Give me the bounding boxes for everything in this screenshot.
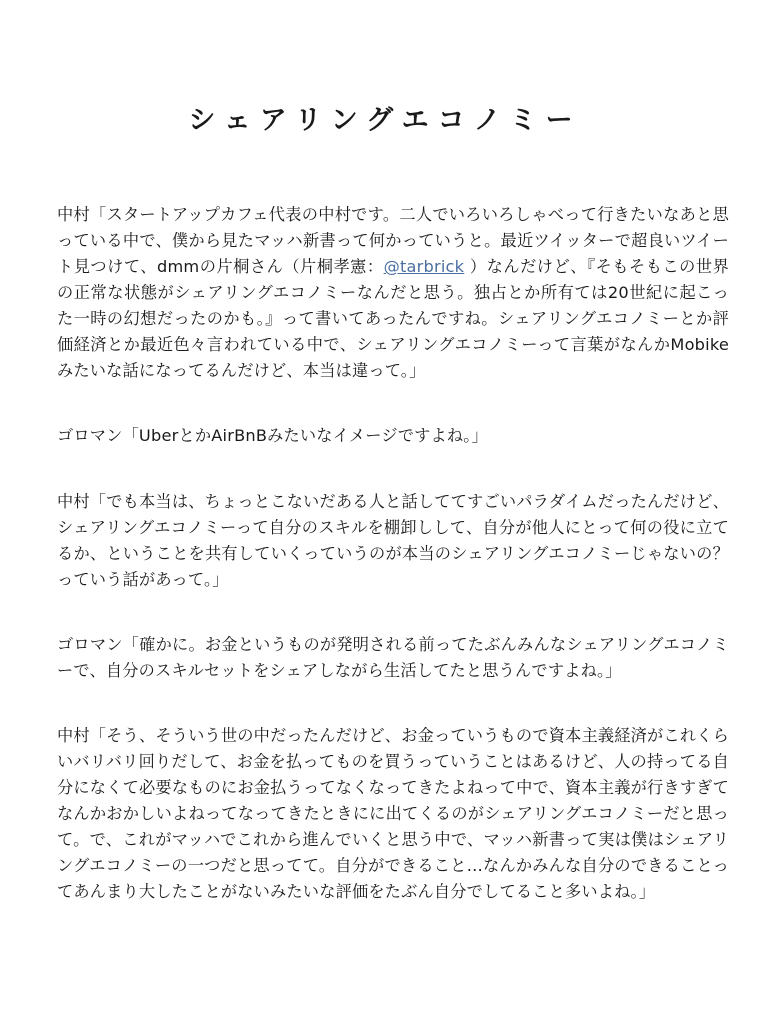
paragraph-goroman-1: ゴロマン「UberとかAirBnBみたいなイメージですよね。」	[57, 426, 488, 445]
paragraph-text: 中村「スタートアップカフェ代表の中村です。二人でいろいろしゃべって行きたいなあと思っている中で、僕から見たマッハ新書って何かっていうと。最近ツイッターで超良いツイート見つけて、dmmの片桐さん（片桐孝憲：	[57, 205, 729, 276]
article-body	[57, 202, 729, 944]
article-title: シェアリングエコノミー	[188, 105, 582, 136]
paragraph-nakamura-2: 中村「でも本当は、ちょっとこないだある人と話しててすごいパラダイムだったんだけど、シェアリングエコノミーって自分のスキルを棚卸しして、自分が他人にとって何の役に立てるか、ということを共有していくっていうのが本当のシェアリングエコノミーじゃないの？っていう話があって。」	[57, 492, 729, 589]
paragraph-nakamura-3: 中村「そう、そういう世の中だったんだけど、お金っていうもので資本主義経済がこれくらいバリバリ回りだして、お金を払ってものを買うっていうことはあるけど、人の持ってる自分になくて必要なものにお金払うってなくなってきたよねって中で、資本主義が行きすぎてなんかおかしいよねってなってきたときにに出てくるのがシェアリングエコノミーだと思って。で、これがマッハでこれから進んでいくと思う中で、マッハ新書って実は僕はシェアリングエコノミーの一つだと思ってて。自分ができること…なんかみんな自分のできることってあんまり大したことがないみたいな評価をたぶん自分でしてること多いよね。」	[57, 726, 729, 901]
paragraph-nakamura-intro	[57, 202, 729, 384]
paragraph-goroman-2: ゴロマン「確かに。お金というものが発明される前ってたぶんみんなシェアリングエコノミーで、自分のスキルセットをシェアしながら生活してたと思うんですよね。」	[57, 635, 729, 680]
paragraph-text: ）なんだけど、『そもそもこの世界の正常な状態がシェアリングエコノミーなんだと思う。独占とか所有ては20世紀に起こった一時の幻想だったのかも。』って書いてあったんですね。シェアリングエコノミーとか評価経済とか最近色々言われている中で、シェアリングエコノミーって言葉がなんかMobikeみたいな話になってるんだけど、本当は違って。」	[57, 257, 729, 380]
twitter-mention-link[interactable]: @tarbrick	[383, 257, 465, 276]
